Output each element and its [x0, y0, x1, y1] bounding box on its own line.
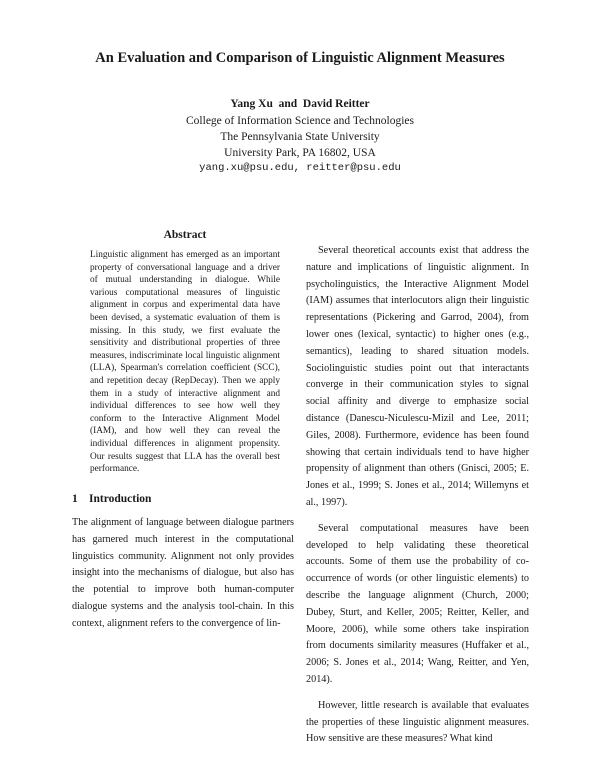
right-column: [306, 243, 529, 757]
affiliation-line-3: University Park, PA 16802, USA: [224, 147, 376, 159]
paper-title: An Evaluation and Comparison of Linguistic Alignment Measures: [95, 50, 505, 66]
section-title: Introduction: [89, 493, 152, 505]
affiliation-line-1: College of Information Science and Technologies: [186, 115, 414, 127]
introduction-text: [72, 515, 294, 633]
abstract-heading: Abstract: [163, 229, 207, 241]
body-paragraph: Several computational measures have been developed to help validating these theoretical accounts. Some of them use the probability of co-occurrence of words (or other linguistic elements) to describe the language alignment (Church, 2000; Dubey, Sturt, and Keller, 2005; Reitter, Keller, and Moore, 2006), while some others take inspiration from documents similarity measures (Huffaker et al., 2006; S. Jones et al., 2014; Wang, Reitter, and Yen, 2014).: [306, 522, 529, 685]
section-heading-introduction: [72, 492, 292, 506]
introduction-paragraph: The alignment of language between dialogue partners has garnered much interest in the computational linguistics community. Alignment not only provides insight into the mechanisms of dialogue, but also has the potential to improve both human-computer dialogue systems and the analysis tool-chain. In this context, alignment refers to the convergence of lin-: [72, 517, 294, 629]
abstract-text: [90, 249, 280, 476]
author-names: Yang Xu and David Reitter: [230, 98, 370, 110]
abstract-paragraph: Linguistic alignment has emerged as an important property of conversational language and a driver of mutual understanding in dialogue. While various computational measures of linguistic alignment in corpus and experimental data have been devised, a systematic evaluation of them is missing. In this study, we first evaluate the sensitivity and distributional properties of three measures, indiscriminate local linguistic alignment (LLA), Spearman's correlation coefficient (SCC), and repetition decay (RepDecay). Then we apply them in a study of interactive alignment and individual differences to see how well they conform to the Interactive Alignment Model (IAM), and how well they can reveal the individual differences in alignment propensity. Our results suggest that LLA has the overall best performance.: [90, 250, 280, 475]
section-number: 1: [72, 493, 78, 505]
body-paragraph: Several theoretical accounts exist that address the nature and implications of linguistic alignment. In psycholinguistics, the Interactive Alignment Model (IAM) assumes that interlocutors align their linguistic representations (Pickering and Garrod, 2004), from lower ones (lexical, syntactic) to higher ones (e.g., semantics), leading to shared situation models. Sociolinguistic studies point out that interactants converge in their communication styles to signal social affinity and diverge to emphasize social distance (Danescu-Niculescu-Mizil and Lee, 2011; Giles, 2008). Furthermore, evidence has been found showing that certain individuals tend to have higher propensity of alignment than others (Gnisci, 2005; E. Jones et al., 1999; S. Jones et al., 2014; Willemyns et al., 1997).: [306, 245, 529, 508]
affiliation-line-2: The Pennsylvania State University: [220, 131, 380, 143]
body-paragraph: However, little research is available that evaluates the properties of these linguistic alignment measures. How sensitive are these measures? What kind: [306, 699, 529, 745]
author-emails: yang.xu@psu.edu, reitter@psu.edu: [199, 162, 401, 174]
